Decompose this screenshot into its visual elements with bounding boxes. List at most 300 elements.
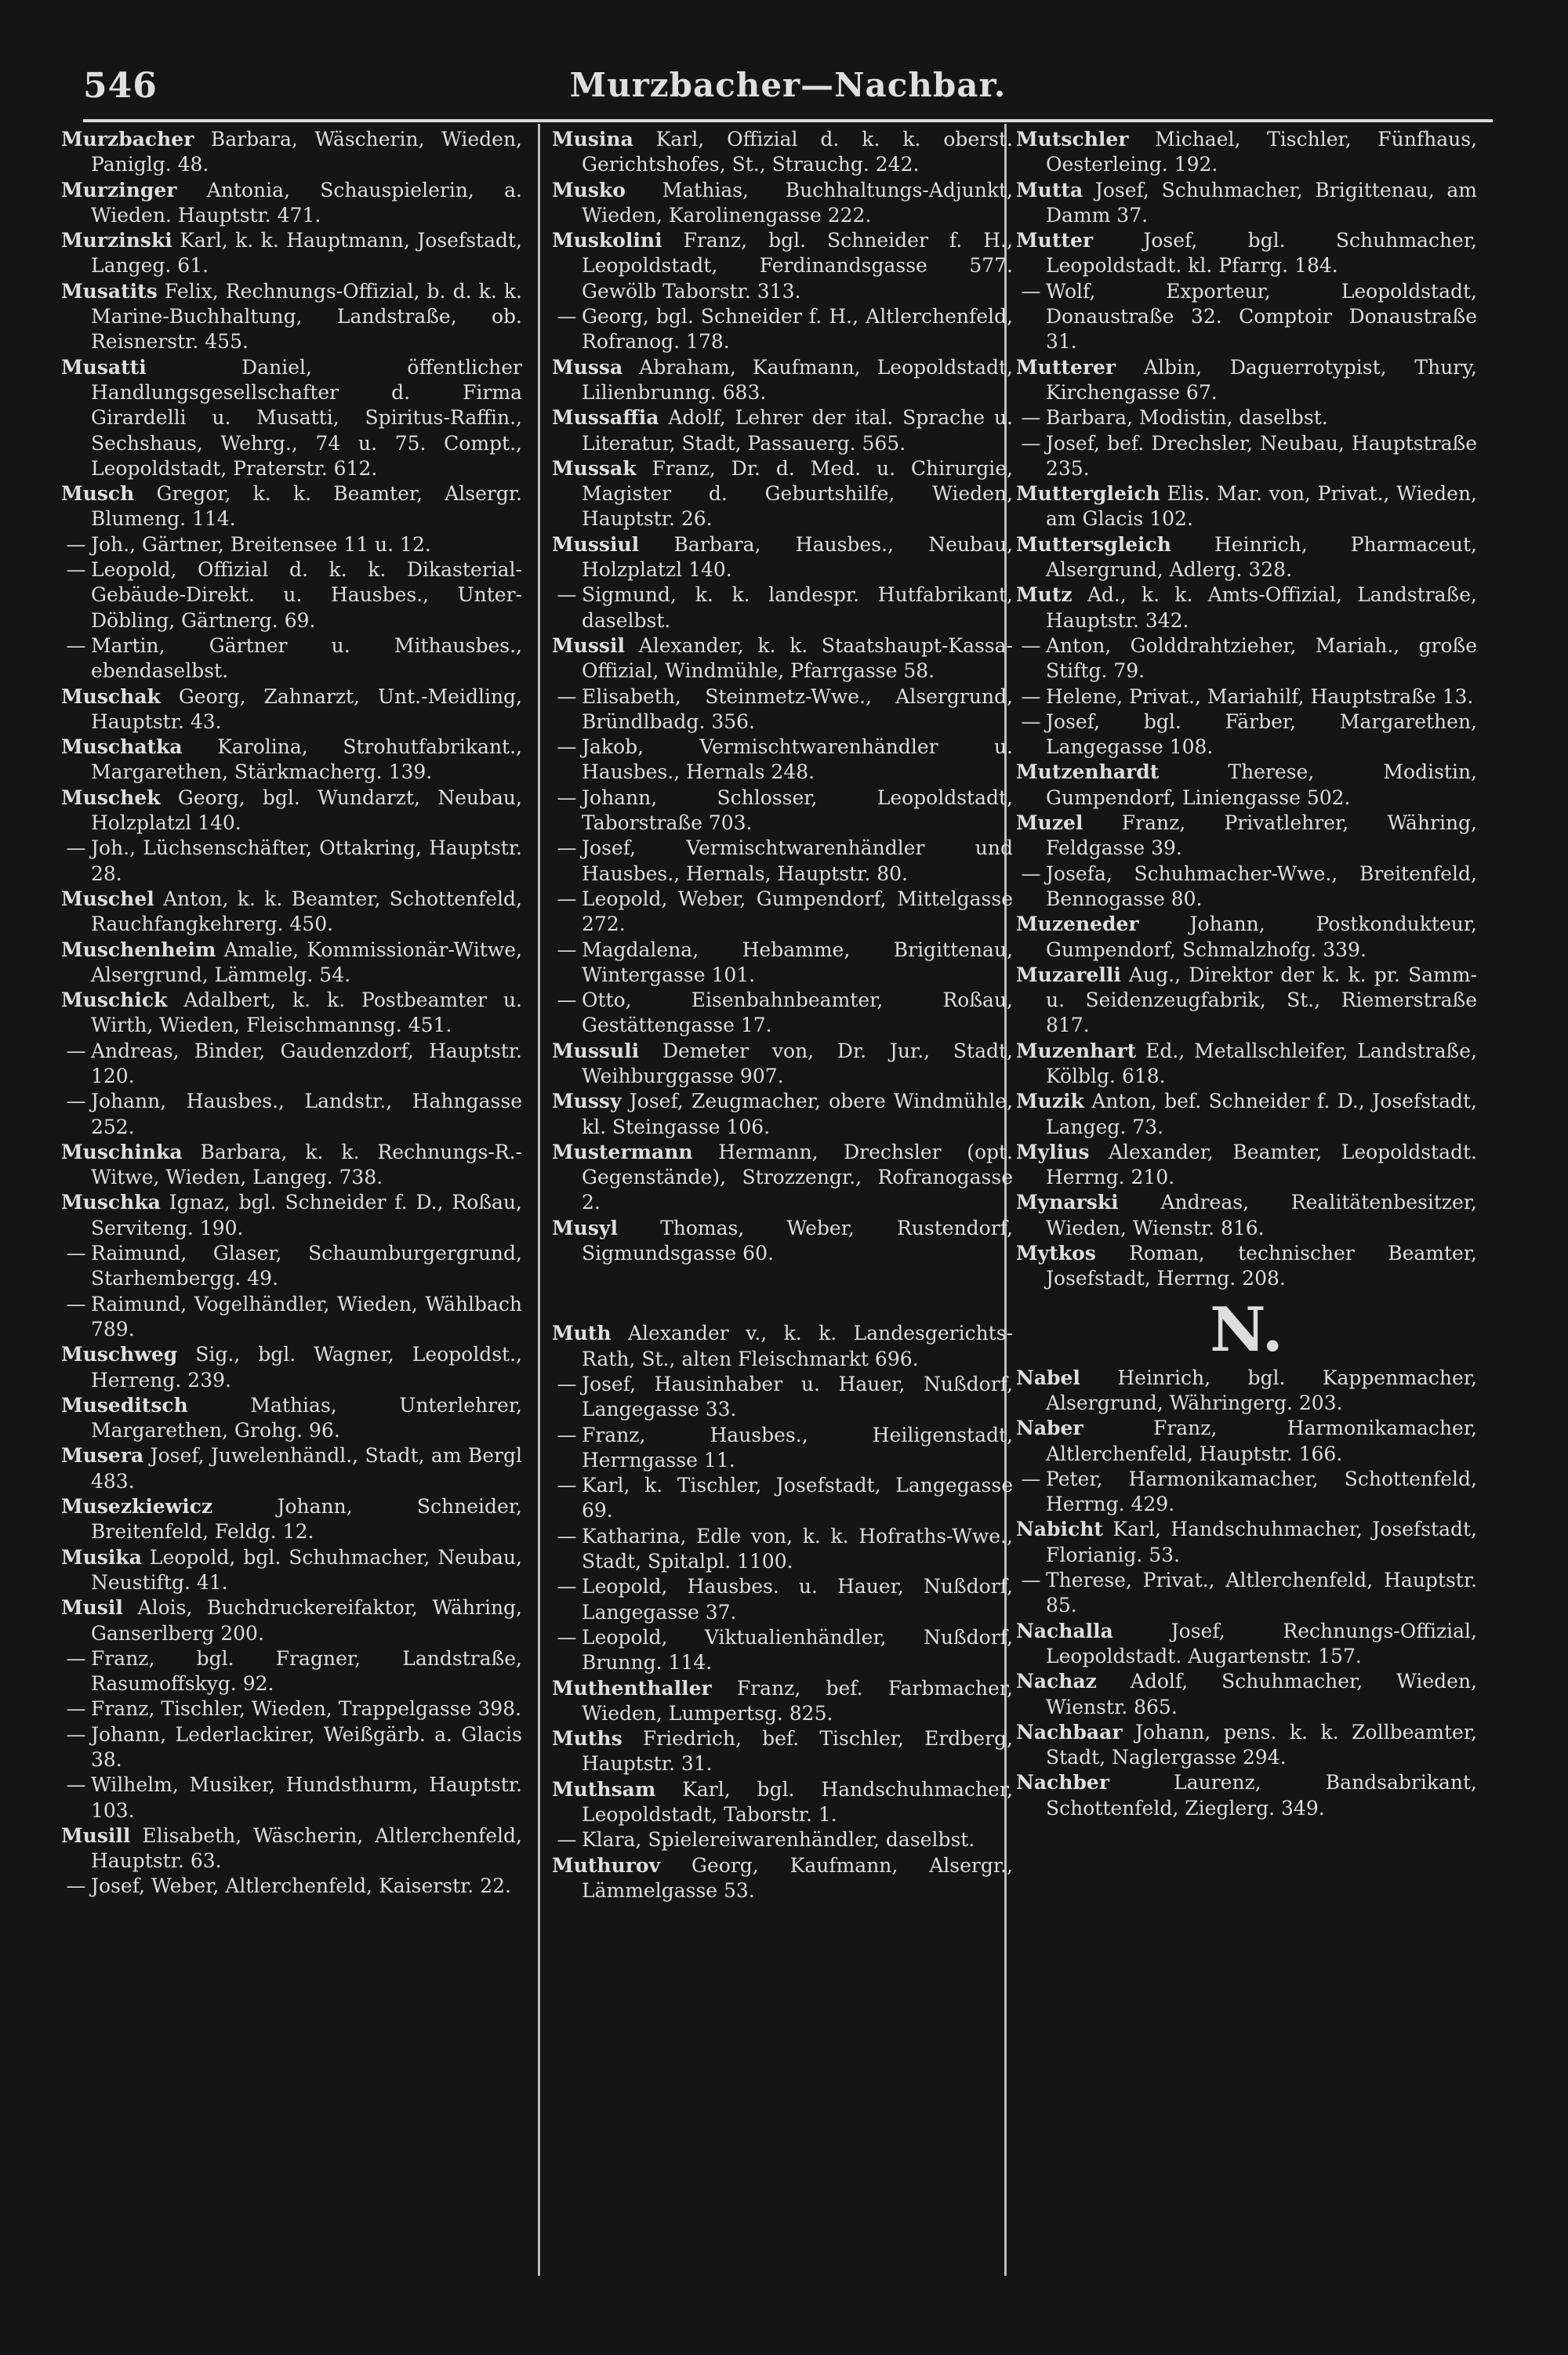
entry-details: Helene, Privat., Mariahilf, Hauptstraße 13. — [1046, 684, 1474, 708]
entry-details: Barbara, Modistin, daselbst. — [1046, 406, 1328, 430]
entry-surname: Muzik — [1016, 1090, 1084, 1113]
directory-subentry — [61, 1039, 522, 1090]
repeat-dash: — — [66, 532, 86, 556]
entry-surname: Muschick — [61, 989, 168, 1012]
directory-entry — [552, 1089, 1013, 1140]
entry-surname: Nachber — [1016, 1771, 1110, 1794]
entry-details: Ed., Metallschleifer, Landstraße, Kölblg. 618. — [1046, 1039, 1477, 1087]
directory-subentry — [1016, 862, 1477, 913]
directory-entry — [1016, 1669, 1477, 1720]
entry-details: Wilhelm, Musiker, Hundsthurm, Hauptstr. 103. — [91, 1773, 522, 1822]
entry-details: Franz, Dr. d. Med. u. Chirurgie, Magister d. Geburtshilfe, Wieden, Hauptstr. 26. — [582, 456, 1013, 531]
directory-subentry — [61, 1696, 522, 1722]
entry-details: Leopold, Viktualienhändler, Nußdorf, Brunng. 114. — [582, 1625, 1013, 1675]
directory-entry — [1016, 1619, 1477, 1670]
directory-entry — [61, 481, 522, 532]
entry-details: Leopold, bgl. Schuhmacher, Neubau, Neustiftg. 41. — [91, 1545, 522, 1594]
entry-surname: Murzbacher — [61, 128, 194, 151]
repeat-dash: — — [66, 1646, 86, 1670]
repeat-dash: — — [66, 836, 86, 860]
entry-details: Georg, bgl. Schneider f. H., Altlerchenfeld, Rofranog. 178. — [582, 305, 1013, 354]
repeat-dash: — — [66, 633, 86, 657]
entry-gap — [552, 1266, 1013, 1321]
column-divider — [538, 124, 540, 2276]
entry-details: Martin, Gärtner u. Mithausbes., ebendaselbst. — [91, 633, 522, 683]
directory-entry — [552, 1726, 1013, 1777]
entry-details: Karl, k. k. Hauptmann, Josefstadt, Langeg. 61. — [91, 229, 522, 278]
entry-details: Alois, Buchdruckereifaktor, Währing, Ganserlberg 200. — [91, 1596, 522, 1645]
directory-entry — [552, 405, 1013, 456]
entry-surname: Mutterer — [1016, 355, 1116, 379]
directory-entry — [1016, 532, 1477, 583]
repeat-dash: — — [1021, 406, 1041, 430]
entry-surname: Muths — [552, 1727, 622, 1751]
entry-surname: Muschenheim — [61, 938, 216, 961]
entry-surname: Mytkos — [1016, 1242, 1096, 1265]
entry-details: Amalie, Kommissionär-Witwe, Alsergrund, Lämmelg. 54. — [91, 938, 522, 986]
directory-entry — [552, 532, 1013, 583]
directory-page — [44, 38, 1524, 2321]
repeat-dash: — — [1021, 684, 1041, 708]
entry-details: Josef, Vermischtwarenhändler und Hausbes., Hernals, Hauptstr. 80. — [582, 836, 1013, 885]
repeat-dash: — — [1021, 279, 1041, 303]
entry-surname: Mynarski — [1016, 1191, 1119, 1214]
entry-details: Roman, technischer Beamter, Josefstadt, Herrng. 208. — [1046, 1242, 1477, 1290]
repeat-dash: — — [557, 1625, 577, 1649]
repeat-dash: — — [66, 1874, 86, 1898]
entry-details: Alexander, Beamter, Leopoldstadt. Herrng. 210. — [1046, 1140, 1477, 1189]
entry-details: Hermann, Drechsler (opt. Gegenstände), Strozzengr., Rofranogasse 2. — [582, 1140, 1013, 1214]
directory-entry — [552, 1676, 1013, 1727]
entry-details: Josef, bef. Drechsler, Neubau, Hauptstraße 235. — [1046, 431, 1477, 480]
entry-surname: Musyl — [552, 1216, 618, 1239]
entry-details: Wolf, Exporteur, Leopoldstadt, Donaustraße 32. Comptoir Donaustraße 31. — [1046, 279, 1477, 354]
directory-entry — [61, 887, 522, 938]
entry-details: Magdalena, Hebamme, Brigittenau, Wintergasse 101. — [582, 938, 1013, 986]
repeat-dash: — — [557, 1372, 577, 1395]
repeat-dash: — — [557, 1474, 577, 1497]
directory-entry — [61, 988, 522, 1039]
entry-surname: Mutschler — [1016, 128, 1129, 151]
directory-entry — [1016, 963, 1477, 1039]
directory-subentry — [552, 1524, 1013, 1575]
entry-details: Jakob, Vermischtwarenhändler u. Hausbes., Hernals 248. — [582, 735, 1013, 784]
page-number: 546 — [83, 66, 158, 106]
directory-entry — [1016, 127, 1477, 178]
repeat-dash: — — [66, 1773, 86, 1797]
directory-entry — [61, 355, 522, 481]
entry-surname: Muschak — [61, 684, 161, 708]
entry-details: Anton, k. k. Beamter, Schottenfeld, Rauchfangkehrerg. 450. — [91, 887, 522, 936]
repeat-dash: — — [66, 1039, 86, 1062]
entry-surname: Mutta — [1016, 178, 1083, 201]
entry-surname: Mutzenhardt — [1016, 760, 1160, 784]
entry-details: Leopold, Hausbes. u. Hauer, Nußdorf, Langegasse 37. — [582, 1575, 1013, 1624]
entry-surname: Musko — [552, 178, 626, 201]
directory-subentry — [552, 1625, 1013, 1676]
directory-entry — [552, 178, 1013, 229]
entry-surname: Mylius — [1016, 1140, 1090, 1163]
directory-entry — [552, 355, 1013, 406]
directory-entry — [61, 1494, 522, 1545]
entry-details: Klara, Spielereiwarenhändler, daselbst. — [582, 1828, 975, 1852]
entry-details: Franz, Privatlehrer, Währing, Feldgasse 39. — [1046, 811, 1477, 860]
entry-surname: Mutz — [1016, 583, 1073, 607]
directory-entry — [61, 279, 522, 355]
entry-surname: Muttersgleich — [1016, 532, 1171, 556]
repeat-dash: — — [66, 1697, 86, 1721]
directory-entry — [1016, 228, 1477, 279]
entry-surname: Musatits — [61, 279, 158, 303]
repeat-dash: — — [557, 1423, 577, 1446]
directory-entry — [552, 633, 1013, 684]
entry-details: Gregor, k. k. Beamter, Alsergr. Blumeng. 114. — [91, 482, 522, 531]
entry-details: Johann, Schneider, Breitenfeld, Feldg. 12. — [91, 1495, 522, 1544]
entry-details: Sigmund, k. k. landespr. Hutfabrikant, daselbst. — [582, 583, 1013, 632]
directory-subentry — [1016, 1467, 1477, 1518]
repeat-dash: — — [557, 305, 577, 328]
entry-details: Josef, Juwelenhändl., Stadt, am Bergl 483. — [91, 1444, 522, 1493]
entry-details: Barbara, Hausbes., Neubau, Holzplatzl 140. — [582, 532, 1013, 582]
directory-subentry — [552, 1372, 1013, 1423]
repeat-dash: — — [557, 1575, 577, 1598]
entry-surname: Mussak — [552, 456, 637, 480]
directory-entry — [61, 1140, 522, 1191]
entry-details: Leopold, Offizial d. k. k. Dikasterial-Gebäude-Direkt. u. Hausbes., Unter-Döbling, Gärtnerg. 69. — [91, 558, 522, 632]
entry-details: Johann, Schlosser, Leopoldstadt, Taborstraße 703. — [582, 786, 1013, 835]
entry-surname: Museditsch — [61, 1393, 188, 1417]
repeat-dash: — — [557, 786, 577, 809]
directory-subentry — [552, 836, 1013, 887]
directory-subentry — [552, 684, 1013, 735]
entry-surname: Muttergleich — [1016, 482, 1160, 506]
entry-details: Ad., k. k. Amts-Offizial, Landstraße, Hauptstr. 342. — [1046, 583, 1477, 632]
entry-details: Karolina, Strohutfabrikant., Margarethen, Stärkmacherg. 139. — [91, 735, 522, 784]
entry-surname: Muskolini — [552, 229, 662, 252]
directory-entry — [61, 1595, 522, 1646]
repeat-dash: — — [557, 1524, 577, 1548]
section-letter: N. — [1210, 1294, 1283, 1366]
entry-surname: Nachaz — [1016, 1670, 1097, 1693]
repeat-dash: — — [557, 583, 577, 607]
entry-details: Raimund, Glaser, Schaumburgergrund, Starhembergg. 49. — [91, 1242, 522, 1290]
entry-details: Johann, Lederlackirer, Weißgärb. a. Glacis 38. — [91, 1722, 522, 1771]
entry-details: Abraham, Kaufmann, Leopoldstadt, Lilienbrunng. 683. — [582, 355, 1013, 404]
directory-entry — [61, 938, 522, 989]
directory-entry — [1016, 912, 1477, 963]
entry-details: Josef, Zeugmacher, obere Windmühle, kl. Steingasse 106. — [582, 1090, 1013, 1138]
entry-details: Karl, Offizial d. k. k. oberst. Gerichtshofes, St., Strauchg. 242. — [582, 128, 1013, 176]
entry-surname: Musera — [61, 1444, 144, 1468]
entry-details: Franz, bef. Farbmacher, Wieden, Lumpertsg. 825. — [582, 1676, 1013, 1725]
entry-details: Franz, Hausbes., Heiligenstadt, Herrngasse 11. — [582, 1423, 1013, 1471]
repeat-dash: — — [66, 558, 86, 582]
column-2 — [552, 127, 1013, 2291]
directory-entry — [61, 1443, 522, 1494]
directory-entry — [1016, 355, 1477, 406]
repeat-dash: — — [1021, 709, 1041, 733]
repeat-dash: — — [557, 989, 577, 1012]
entry-details: Therese, Modistin, Gumpendorf, Liniengasse 502. — [1046, 760, 1477, 809]
directory-subentry — [61, 1241, 522, 1292]
directory-subentry — [61, 1722, 522, 1773]
directory-subentry — [552, 304, 1013, 355]
entry-details: Friedrich, bef. Tischler, Erdberg, Hauptstr. 31. — [582, 1727, 1013, 1776]
entry-surname: Naber — [1016, 1417, 1083, 1440]
entry-surname: Muth — [552, 1322, 612, 1345]
entry-details: Johann, Hausbes., Landstr., Hahngasse 252. — [91, 1090, 522, 1138]
directory-entry — [1016, 582, 1477, 633]
directory-subentry — [552, 988, 1013, 1039]
entry-surname: Muzenhart — [1016, 1039, 1137, 1062]
entry-surname: Muthenthaller — [552, 1676, 712, 1700]
entry-details: Therese, Privat., Altlerchenfeld, Hauptstr. 85. — [1046, 1569, 1477, 1617]
repeat-dash: — — [66, 1722, 86, 1746]
entry-details: Johann, pens. k. k. Zollbeamter, Stadt, Naglergasse 294. — [1046, 1720, 1477, 1769]
directory-entry — [1016, 1190, 1477, 1241]
entry-details: Adolf, Lehrer der ital. Sprache u. Literatur, Stadt, Passauerg. 565. — [582, 406, 1013, 455]
entry-details: Elis. Mar. von, Privat., Wieden, am Glacis 102. — [1046, 482, 1477, 531]
entry-details: Josefa, Schuhmacher-Wwe., Breitenfeld, Bennogasse 80. — [1046, 862, 1477, 910]
entry-details: Felix, Rechnungs-Offizial, b. d. k. k. Marine-Buchhaltung, Landstraße, ob. Reisnerstr. 455. — [91, 279, 522, 354]
directory-entry — [1016, 1039, 1477, 1090]
repeat-dash: — — [66, 1292, 86, 1315]
entry-details: Josef, Weber, Altlerchenfeld, Kaiserstr. 22. — [91, 1874, 511, 1898]
directory-subentry — [552, 938, 1013, 989]
directory-entry — [1016, 811, 1477, 862]
directory-entry — [1016, 1140, 1477, 1191]
repeat-dash: — — [1021, 1569, 1041, 1592]
entry-surname: Mustermann — [552, 1140, 693, 1163]
repeat-dash: — — [66, 1090, 86, 1113]
entry-details: Josef, Rechnungs-Offizial, Leopoldstadt. Augartenstr. 157. — [1046, 1619, 1477, 1667]
directory-subentry — [552, 582, 1013, 633]
entry-details: Antonia, Schauspielerin, a. Wieden. Hauptstr. 471. — [91, 178, 522, 227]
entry-surname: Nabel — [1016, 1366, 1080, 1389]
entry-details: Elisabeth, Wäscherin, Altlerchenfeld, Hauptstr. 63. — [91, 1823, 522, 1873]
entry-details: Johann, Postkondukteur, Gumpendorf, Schmalzhofg. 339. — [1046, 913, 1477, 961]
repeat-dash: — — [557, 836, 577, 860]
entry-details: Otto, Eisenbahnbeamter, Roßau, Gestättengasse 17. — [582, 989, 1013, 1037]
directory-entry — [61, 1545, 522, 1596]
entry-surname: Muschinka — [61, 1140, 183, 1163]
entry-details: Demeter von, Dr. Jur., Stadt, Weihburggasse 907. — [582, 1039, 1013, 1087]
entry-surname: Mussy — [552, 1090, 622, 1113]
column-1 — [61, 127, 522, 2291]
directory-subentry — [61, 836, 522, 887]
directory-entry — [61, 178, 522, 229]
entry-surname: Muschatka — [61, 735, 183, 759]
entry-surname: Mussa — [552, 355, 623, 379]
entry-surname: Musina — [552, 128, 633, 151]
entry-details: Andreas, Binder, Gaudenzdorf, Hauptstr. 120. — [91, 1039, 522, 1087]
entry-surname: Musill — [61, 1823, 131, 1847]
directory-subentry — [552, 786, 1013, 836]
entry-surname: Musezkiewicz — [61, 1495, 213, 1519]
entry-details: Josef, Hausinhaber u. Hauer, Nußdorf, Langegasse 33. — [582, 1372, 1013, 1421]
entry-details: Franz, Harmonikamacher, Altlerchenfeld, Hauptstr. 166. — [1046, 1417, 1477, 1465]
repeat-dash: — — [557, 887, 577, 910]
directory-subentry — [552, 1423, 1013, 1474]
repeat-dash: — — [557, 938, 577, 961]
entry-details: Anton, bef. Schneider f. D., Josefstadt, Langeg. 73. — [1046, 1090, 1477, 1138]
directory-subentry — [61, 557, 522, 633]
directory-subentry — [552, 735, 1013, 786]
directory-entry — [1016, 178, 1477, 229]
directory-entry — [552, 456, 1013, 532]
entry-surname: Musil — [61, 1596, 123, 1620]
entry-details: Franz, Tischler, Wieden, Trappelgasse 398. — [91, 1697, 521, 1721]
entry-surname: Muzarelli — [1016, 963, 1121, 986]
directory-entry — [1016, 1720, 1477, 1771]
entry-surname: Musch — [61, 482, 135, 506]
entry-surname: Muschek — [61, 786, 161, 809]
directory-subentry — [61, 1292, 522, 1343]
entry-details: Raimund, Vogelhändler, Wieden, Wählbach 789. — [91, 1292, 522, 1341]
directory-entry — [1016, 481, 1477, 532]
entry-details: Leopold, Weber, Gumpendorf, Mittelgasse 272. — [582, 887, 1013, 936]
entry-details: Georg, Zahnarzt, Unt.-Meidling, Hauptstr. 43. — [91, 684, 522, 733]
entry-details: Aug., Direktor der k. k. pr. Samm- u. Seidenzeugfabrik, St., Riemerstraße 817. — [1046, 963, 1477, 1037]
entry-surname: Muschweg — [61, 1343, 178, 1366]
entry-details: Joh., Gärtner, Breitensee 11 u. 12. — [91, 532, 431, 556]
entry-surname: Nabicht — [1016, 1518, 1103, 1541]
directory-entry — [552, 228, 1013, 304]
entry-details: Georg, bgl. Wundarzt, Neubau, Holzplatzl 140. — [91, 786, 522, 835]
directory-entry — [1016, 1770, 1477, 1821]
entry-surname: Muschel — [61, 887, 154, 910]
entry-surname: Musika — [61, 1545, 142, 1569]
entry-details: Georg, Kaufmann, Alsergr., Lämmelgasse 53. — [582, 1853, 1013, 1902]
entry-details: Katharina, Edle von, k. k. Hofraths-Wwe., Stadt, Spitalpl. 1100. — [582, 1524, 1013, 1573]
directory-entry — [61, 684, 522, 735]
entry-details: Franz, bgl. Fragner, Landstraße, Rasumoffskyg. 92. — [91, 1646, 522, 1696]
directory-entry — [61, 1393, 522, 1444]
repeat-dash: — — [557, 1828, 577, 1852]
entry-details: Karl, Handschuhmacher, Josefstadt, Florianig. 53. — [1046, 1518, 1477, 1566]
entry-surname: Mussil — [552, 633, 625, 657]
directory-entry — [552, 1853, 1013, 1904]
directory-subentry — [1016, 633, 1477, 684]
entry-surname: Mutter — [1016, 229, 1094, 252]
directory-subentry — [61, 1646, 522, 1697]
entry-details: Ignaz, bgl. Schneider f. D., Roßau, Serviteng. 190. — [91, 1191, 522, 1239]
entry-surname: Nachalla — [1016, 1619, 1113, 1642]
directory-subentry — [61, 1773, 522, 1823]
repeat-dash: — — [66, 1242, 86, 1265]
column-3 — [1016, 127, 1477, 2291]
entry-details: Josef, bgl. Färber, Margarethen, Langegasse 108. — [1046, 709, 1477, 759]
entry-details: Alexander v., k. k. Landesgerichts-Rath, St., alten Fleischmarkt 696. — [582, 1322, 1013, 1370]
directory-subentry — [61, 633, 522, 684]
entry-details: Anton, Golddrahtzieher, Mariah., große Stiftg. 79. — [1046, 633, 1477, 683]
directory-subentry — [1016, 405, 1477, 430]
entry-surname: Muthsam — [552, 1777, 656, 1801]
repeat-dash: — — [557, 735, 577, 759]
entry-surname: Muzeneder — [1016, 913, 1139, 936]
entry-surname: Mussuli — [552, 1039, 640, 1062]
repeat-dash: — — [1021, 1467, 1041, 1490]
entry-surname: Muzel — [1016, 811, 1083, 835]
directory-subentry — [552, 1473, 1013, 1524]
directory-entry — [552, 1140, 1013, 1216]
directory-entry — [552, 1321, 1013, 1372]
entry-details: Franz, bgl. Schneider f. H., Leopoldstadt, Ferdinandsgasse 577. Gewölb Taborstr. 313. — [582, 229, 1013, 303]
directory-entry — [61, 127, 522, 178]
entry-details: Josef, Schuhmacher, Brigittenau, am Damm 37. — [1046, 178, 1477, 227]
entry-details: Heinrich, Pharmaceut, Alsergrund, Adlerg. 328. — [1046, 532, 1477, 582]
entry-surname: Nachbaar — [1016, 1720, 1123, 1744]
entry-details: Andreas, Realitätenbesitzer, Wieden, Wienstr. 816. — [1046, 1191, 1477, 1239]
directory-subentry — [61, 532, 522, 557]
directory-entry — [61, 228, 522, 279]
entry-surname: Mussaffia — [552, 406, 659, 430]
directory-entry — [552, 127, 1013, 178]
entry-surname: Musatti — [61, 355, 147, 379]
directory-entry — [1016, 1241, 1477, 1292]
entry-details: Thomas, Weber, Rustendorf, Sigmundsgasse 60. — [582, 1216, 1013, 1265]
entry-details: Barbara, Wäscherin, Wieden, Paniglg. 48. — [91, 128, 522, 176]
entry-details: Heinrich, bgl. Kappenmacher, Alsergrund, Währingerg. 203. — [1046, 1366, 1477, 1414]
entry-details: Michael, Tischler, Fünfhaus, Oesterleing. 192. — [1046, 128, 1477, 176]
entry-surname: Muschka — [61, 1191, 161, 1214]
directory-entry — [552, 1777, 1013, 1828]
entry-details: Mathias, Buchhaltungs-Adjunkt, Wieden, Karolinengasse 222. — [582, 178, 1013, 227]
directory-entry — [1016, 1517, 1477, 1568]
entry-details: Daniel, öffentlicher Handlungsgesellschafter d. Firma Girardelli u. Musatti, Spiritus-Raffin., Sechshaus, Wehrg., 74 u. 75. Compt., Leopoldstadt, Praterstr. 612. — [91, 355, 522, 480]
directory-subentry — [1016, 684, 1477, 709]
directory-entry — [61, 786, 522, 836]
directory-entry — [1016, 760, 1477, 811]
directory-entry — [1016, 1366, 1477, 1417]
entry-details: Peter, Harmonikamacher, Schottenfeld, Herrng. 429. — [1046, 1467, 1477, 1516]
directory-subentry — [552, 1827, 1013, 1852]
directory-entry — [1016, 1089, 1477, 1140]
directory-entry — [1016, 1416, 1477, 1467]
entry-details: Sig., bgl. Wagner, Leopoldst., Herreng. 239. — [91, 1343, 522, 1392]
directory-entry — [61, 735, 522, 786]
directory-entry — [61, 1823, 522, 1874]
repeat-dash: — — [557, 684, 577, 708]
entry-surname: Murzinger — [61, 178, 177, 201]
entry-details: Mathias, Unterlehrer, Margarethen, Grohg. 96. — [91, 1393, 522, 1442]
entry-details: Adalbert, k. k. Postbeamter u. Wirth, Wieden, Fleischmannsg. 451. — [91, 989, 522, 1037]
entry-surname: Muthurov — [552, 1853, 661, 1877]
entry-details: Barbara, k. k. Rechnungs-R.-Witwe, Wieden, Langeg. 738. — [91, 1140, 522, 1189]
entry-details: Karl, k. Tischler, Josefstadt, Langegasse 69. — [582, 1474, 1013, 1522]
entry-details: Joh., Lüchsenschäfter, Ottakring, Hauptstr. 28. — [91, 836, 522, 885]
directory-entry — [61, 1190, 522, 1241]
page-header — [83, 61, 1493, 124]
repeat-dash: — — [1021, 633, 1041, 657]
directory-subentry — [1016, 709, 1477, 760]
entry-details: Laurenz, Bandsabrikant, Schottenfeld, Zieglerg. 349. — [1046, 1771, 1477, 1820]
entry-details: Albin, Daguerrotypist, Thury, Kirchengasse 67. — [1046, 355, 1477, 404]
directory-subentry — [1016, 431, 1477, 482]
page-title: Murzbacher—Nachbar. — [569, 66, 1007, 104]
repeat-dash: — — [1021, 862, 1041, 885]
entry-surname: Murzinski — [61, 229, 172, 252]
directory-subentry — [1016, 1568, 1477, 1619]
directory-entry — [61, 1342, 522, 1393]
directory-subentry — [552, 887, 1013, 938]
directory-entry — [552, 1216, 1013, 1267]
entry-surname: Mussiul — [552, 532, 640, 556]
entry-details: Karl, bgl. Handschuhmacher, Leopoldstadt, Taborstr. 1. — [582, 1777, 1013, 1826]
entry-details: Josef, bgl. Schuhmacher, Leopoldstadt. kl. Pfarrg. 184. — [1046, 229, 1477, 278]
directory-entry — [552, 1039, 1013, 1090]
directory-subentry — [61, 1089, 522, 1140]
